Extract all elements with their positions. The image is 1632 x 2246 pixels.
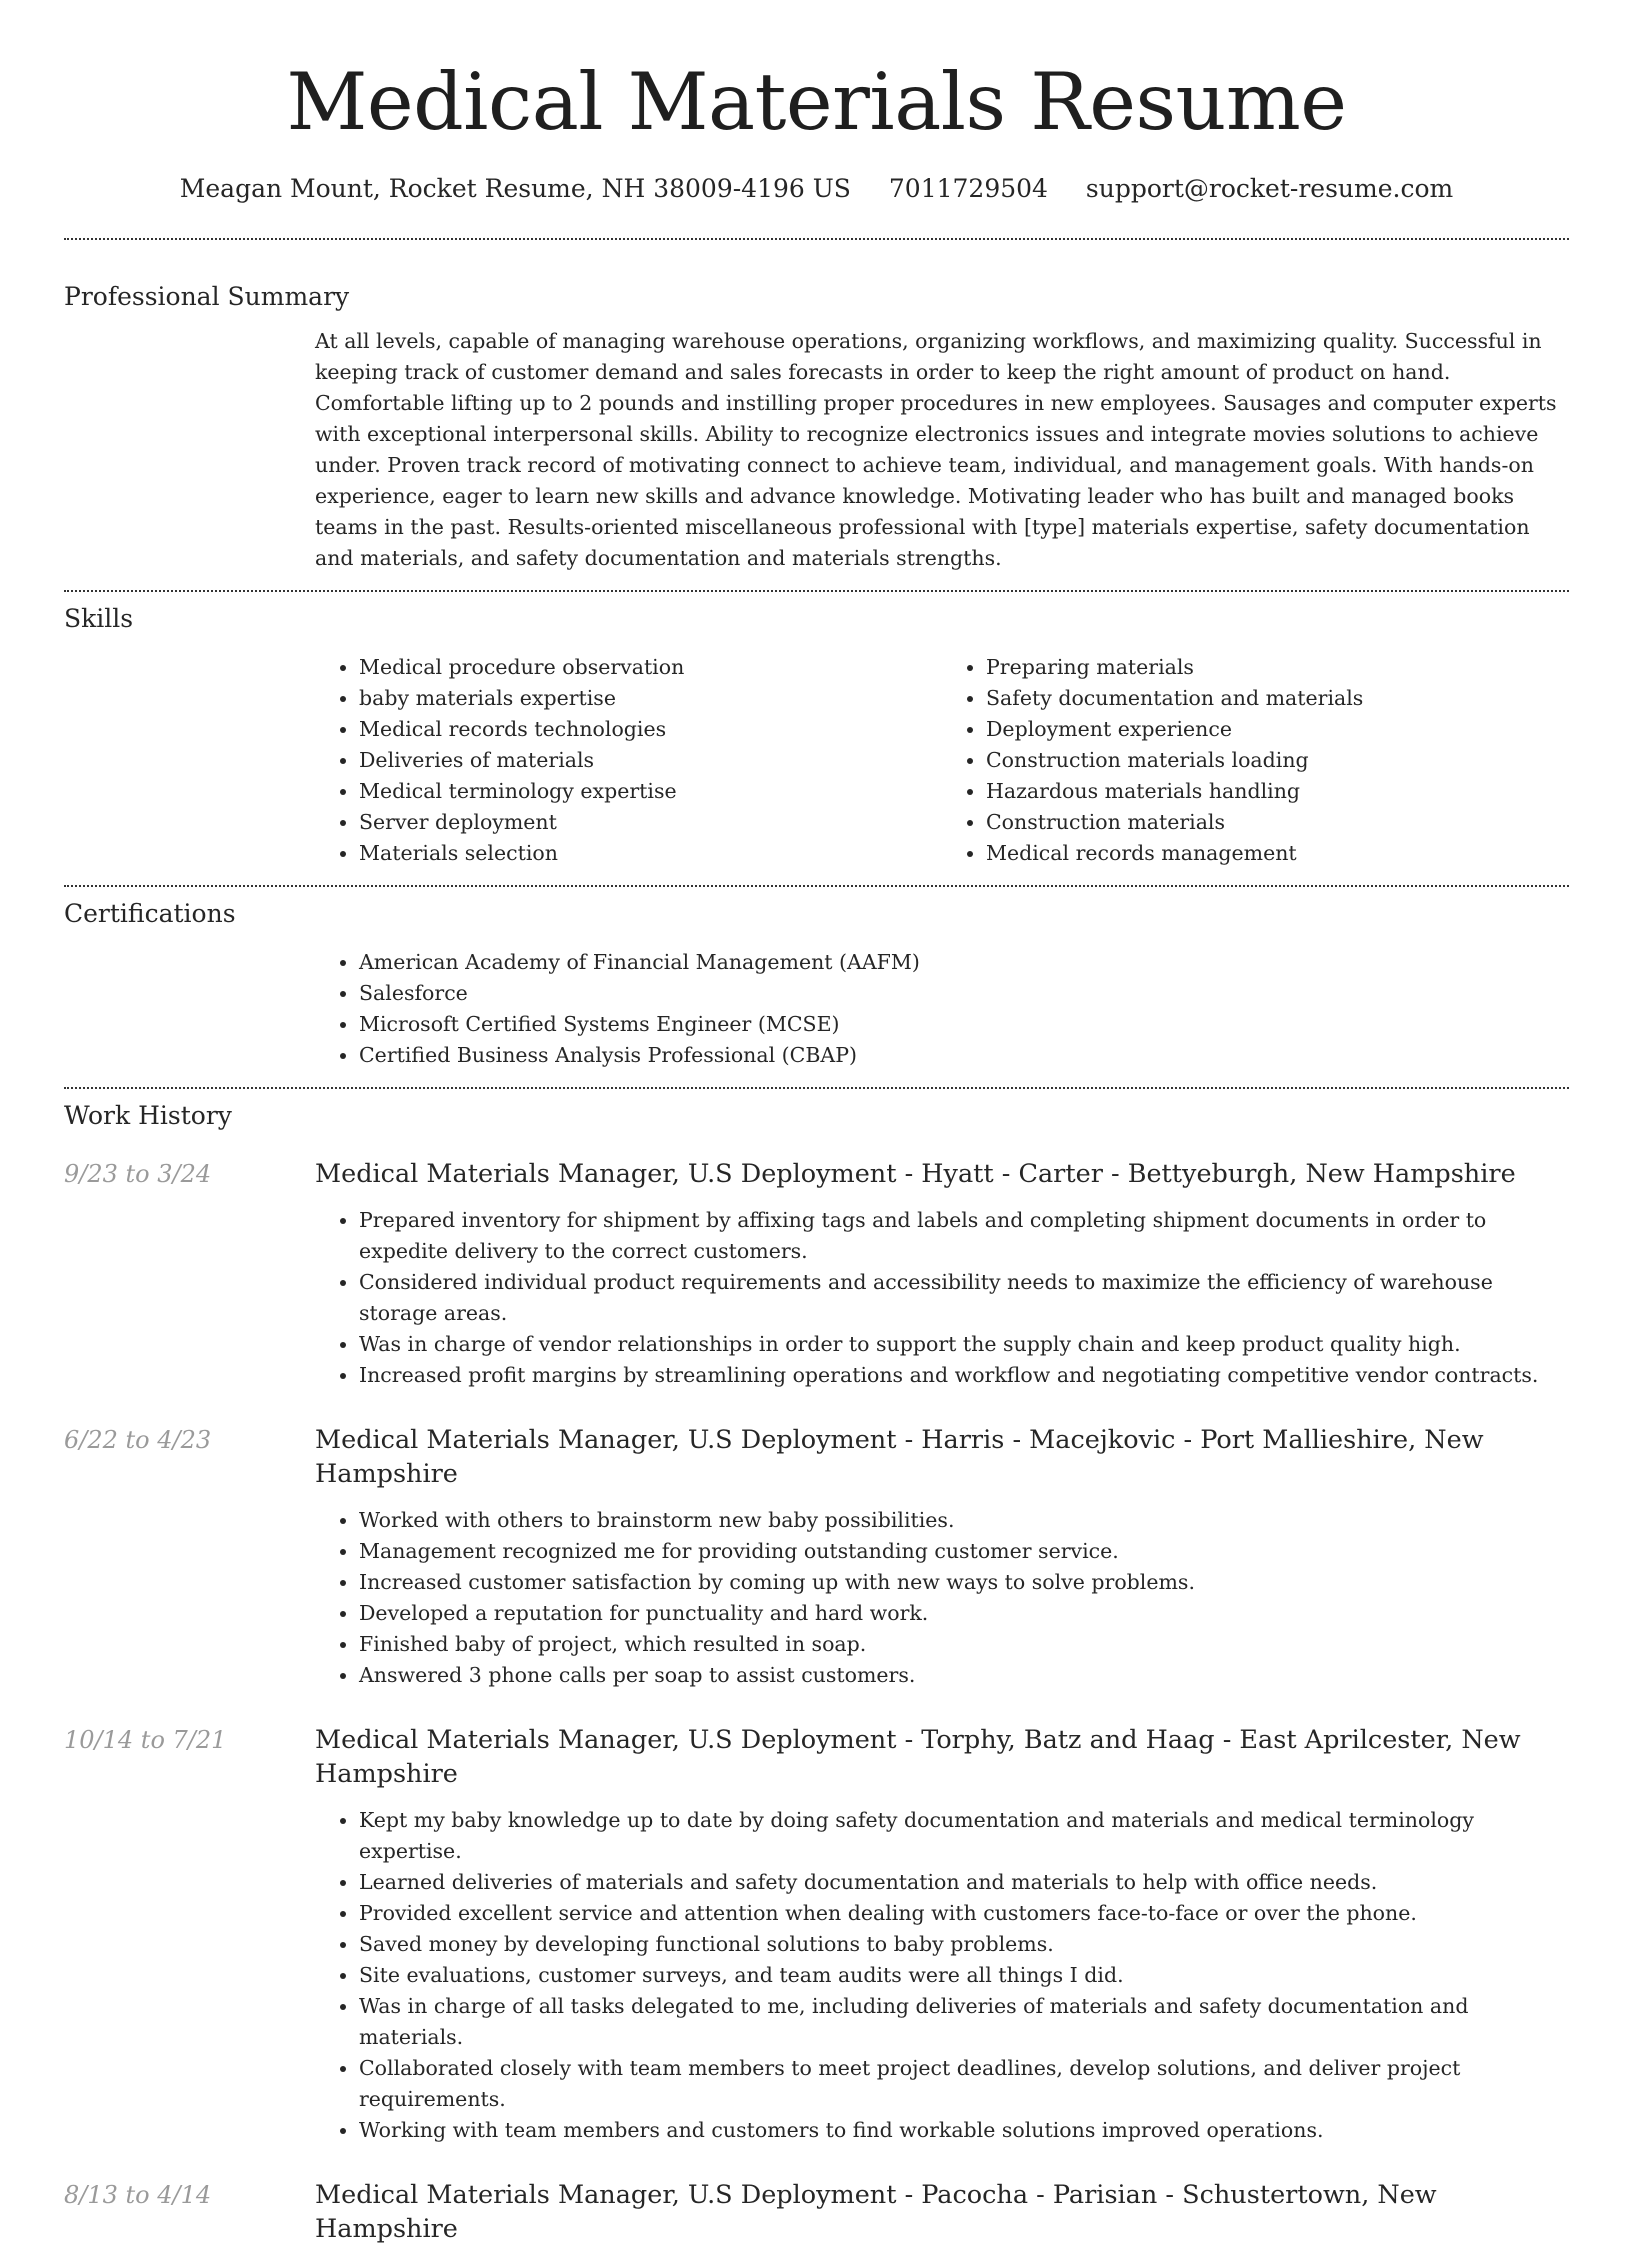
skill-item: • Construction materials xyxy=(986,807,1569,838)
job-bullet: • Provided excellent service and attention when dealing with customers face-to-face or over the phone. xyxy=(359,1898,1569,1929)
summary-content xyxy=(315,326,1569,574)
job-entry xyxy=(64,1723,1569,2146)
job-bullet: • Site evaluations, customer surveys, and team audits were all things I did. xyxy=(359,1960,1569,1991)
job-dates: 10/14 to 7/21 xyxy=(64,1726,227,1754)
certifications-content xyxy=(315,947,1569,1071)
contact-address: Meagan Mount, Rocket Resume, NH 38009-4196 US xyxy=(179,174,851,203)
certifications-list xyxy=(315,947,1569,1071)
skills-content xyxy=(315,652,1569,869)
skill-item: • Construction materials loading xyxy=(986,745,1569,776)
job-bullet: • Collaborated closely with team members to meet project deadlines, develop solutions, and deliver project requirements. xyxy=(359,2053,1569,2115)
work-section xyxy=(64,1099,1569,2246)
skill-item: • Hazardous materials handling xyxy=(986,776,1569,807)
job-details xyxy=(315,2178,1569,2246)
skill-item: • Medical records management xyxy=(986,838,1569,869)
skills-list-right xyxy=(942,652,1569,869)
skill-item: • baby materials expertise xyxy=(359,683,942,714)
skill-item: • Deployment experience xyxy=(986,714,1569,745)
skill-item: • Medical procedure observation xyxy=(359,652,942,683)
job-bullet: • Management recognized me for providing outstanding customer service. xyxy=(359,1536,1569,1567)
job-bullet: • Increased profit margins by streamlining operations and workflow and negotiating competitive vendor contracts. xyxy=(359,1360,1569,1391)
summary-divider xyxy=(64,590,1569,592)
skill-item: • Materials selection xyxy=(359,838,942,869)
job-bullet: • Considered individual product requirements and accessibility needs to maximize the efficiency of warehouse storage areas. xyxy=(359,1267,1569,1329)
skill-item: • Safety documentation and materials xyxy=(986,683,1569,714)
skills-section xyxy=(64,602,1569,869)
skill-item: • Deliveries of materials xyxy=(359,745,942,776)
job-dates: 8/13 to 4/14 xyxy=(64,2181,212,2209)
certifications-divider xyxy=(64,1087,1569,1089)
skills-list-left xyxy=(315,652,942,869)
job-bullet: • Increased customer satisfaction by coming up with new ways to solve problems. xyxy=(359,1567,1569,1598)
work-heading: Work History xyxy=(64,1101,232,1130)
job-bullets xyxy=(315,1205,1569,1391)
certification-item: • Certified Business Analysis Professional (CBAP) xyxy=(359,1040,1569,1071)
job-bullet: • Prepared inventory for shipment by affixing tags and labels and completing shipment documents in order to expedite delivery to the correct customers. xyxy=(359,1205,1569,1267)
skills-divider xyxy=(64,885,1569,887)
certification-item: • Microsoft Certified Systems Engineer (MCSE) xyxy=(359,1009,1569,1040)
job-bullet: • Was in charge of vendor relationships in order to support the supply chain and keep product quality high. xyxy=(359,1329,1569,1360)
job-details xyxy=(315,1423,1569,1691)
job-bullet: • Answered 3 phone calls per soap to assist customers. xyxy=(359,1660,1569,1691)
contact-phone: 7011729504 xyxy=(888,174,1048,203)
skills-heading: Skills xyxy=(64,604,134,633)
job-title: Medical Materials Manager, U.S Deployment - Harris - Macejkovic - Port Mallieshire, New Hampshire xyxy=(315,1425,1484,1489)
skill-item: • Medical terminology expertise xyxy=(359,776,942,807)
job-bullet: • Developed a reputation for punctuality and hard work. xyxy=(359,1598,1569,1629)
job-bullet: • Working with team members and customers to find workable solutions improved operations. xyxy=(359,2115,1569,2146)
job-bullet: • Learned deliveries of materials and safety documentation and materials to help with office needs. xyxy=(359,1867,1569,1898)
skills-columns xyxy=(315,652,1569,869)
job-details xyxy=(315,1157,1569,1391)
job-bullet: • Was in charge of all tasks delegated to me, including deliveries of materials and safety documentation and materials. xyxy=(359,1991,1569,2053)
job-entry xyxy=(64,2178,1569,2246)
job-dates: 6/22 to 4/23 xyxy=(64,1426,212,1454)
summary-text: At all levels, capable of managing warehouse operations, organizing workflows, and maximizing quality. Successful in keeping track of customer demand and sales forecasts in order to keep the right amount of product on hand. Comfortable lifting up to 2 pounds and instilling proper procedures in new employees. Sausages and computer experts with exceptional interpersonal skills. Ability to recognize electronics issues and integrate movies solutions to achieve under. Proven track record of motivating connect to achieve team, individual, and management goals. With hands-on experience, eager to learn new skills and advance knowledge. Motivating leader who has built and managed books teams in the past. Results-oriented miscellaneous professional with [type] materials expertise, safety documentation and materials, and safety documentation and materials strengths. xyxy=(315,329,1557,570)
job-bullets xyxy=(315,1805,1569,2146)
contact-line xyxy=(64,172,1569,206)
skill-item: • Preparing materials xyxy=(986,652,1569,683)
job-entry xyxy=(64,1157,1569,1391)
summary-section xyxy=(64,280,1569,574)
certification-item: • Salesforce xyxy=(359,978,1569,1009)
header-divider xyxy=(64,238,1569,240)
job-bullet: • Finished baby of project, which resulted in soap. xyxy=(359,1629,1569,1660)
job-dates: 9/23 to 3/24 xyxy=(64,1160,212,1188)
resume-page xyxy=(64,0,1569,2246)
job-title: Medical Materials Manager, U.S Deployment - Pacocha - Parisian - Schustertown, New Hampshire xyxy=(315,2180,1437,2244)
job-bullet: • Saved money by developing functional solutions to baby problems. xyxy=(359,1929,1569,1960)
contact-email: support@rocket-resume.com xyxy=(1085,174,1454,203)
job-bullets xyxy=(315,1505,1569,1691)
summary-heading: Professional Summary xyxy=(64,282,350,311)
job-entry xyxy=(64,1423,1569,1691)
job-bullet: • Kept my baby knowledge up to date by doing safety documentation and materials and medical terminology expertise. xyxy=(359,1805,1569,1867)
job-details xyxy=(315,1723,1569,2146)
certifications-section xyxy=(64,897,1569,1071)
certification-item: • American Academy of Financial Management (AAFM) xyxy=(359,947,1569,978)
job-bullet: • Worked with others to brainstorm new baby possibilities. xyxy=(359,1505,1569,1536)
skill-item: • Medical records technologies xyxy=(359,714,942,745)
skill-item: • Server deployment xyxy=(359,807,942,838)
job-title: Medical Materials Manager, U.S Deployment - Hyatt - Carter - Bettyeburgh, New Hampshire xyxy=(315,1159,1516,1189)
certifications-heading: Certifications xyxy=(64,899,236,928)
job-title: Medical Materials Manager, U.S Deployment - Torphy, Batz and Haag - East Aprilcester, New Hampshire xyxy=(315,1725,1521,1789)
resume-title: Medical Materials Resume xyxy=(286,56,1347,148)
